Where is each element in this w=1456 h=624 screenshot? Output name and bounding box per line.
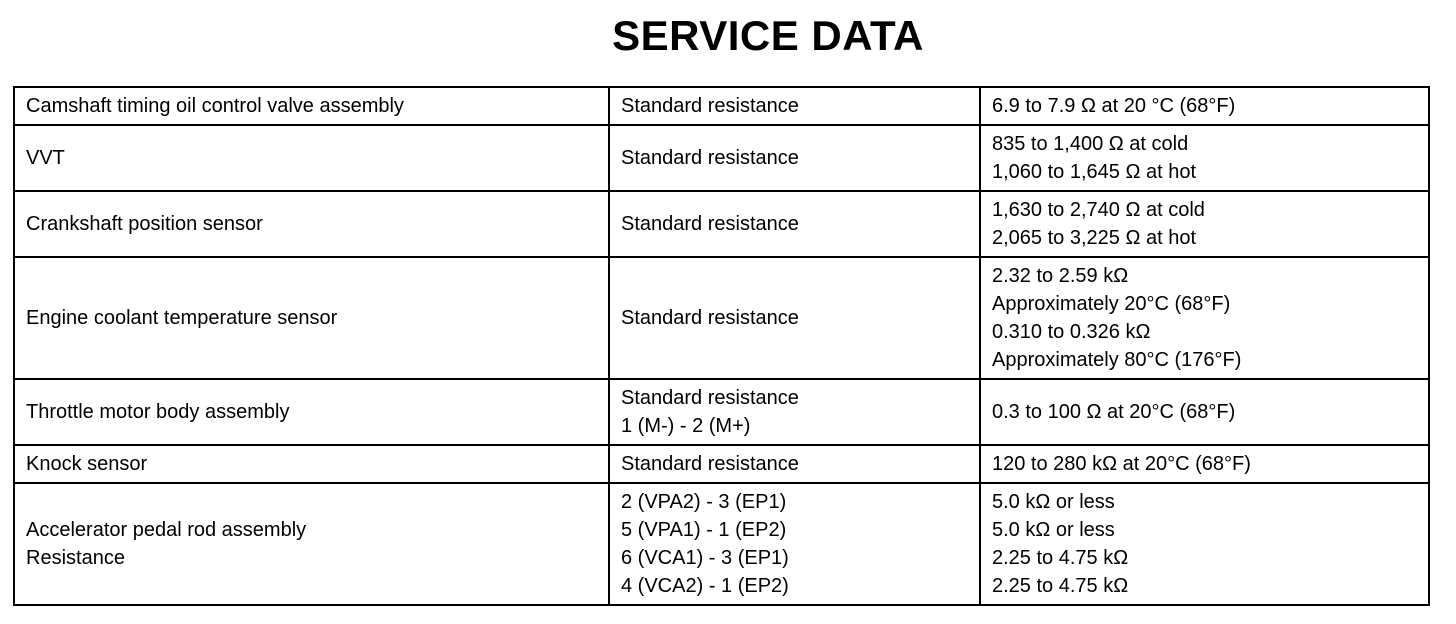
component-label: Resistance xyxy=(26,547,125,569)
condition-label: Standard resistance xyxy=(621,307,799,329)
value-cell xyxy=(980,445,1429,483)
component-label: Camshaft timing oil control valve assembly xyxy=(26,95,404,117)
condition-cell xyxy=(609,483,980,605)
table-row xyxy=(14,257,1429,379)
condition-label: Standard resistance xyxy=(621,95,799,117)
condition-cell xyxy=(609,125,980,191)
table-row xyxy=(14,87,1429,125)
value-text: 1,060 to 1,645 Ω at hot xyxy=(992,161,1196,183)
page-title: SERVICE DATA xyxy=(612,12,924,59)
value-text: 6.9 to 7.9 Ω at 20 °C (68°F) xyxy=(992,95,1236,117)
value-text: 2.32 to 2.59 kΩ xyxy=(992,265,1129,287)
component-cell xyxy=(14,257,609,379)
component-cell xyxy=(14,379,609,445)
value-cell xyxy=(980,257,1429,379)
condition-cell xyxy=(609,445,980,483)
value-cell xyxy=(980,87,1429,125)
component-cell xyxy=(14,125,609,191)
condition-label: 6 (VCA1) - 3 (EP1) xyxy=(621,547,789,569)
component-cell xyxy=(14,191,609,257)
value-cell xyxy=(980,379,1429,445)
condition-label: 2 (VPA2) - 3 (EP1) xyxy=(621,491,787,513)
value-text: 2,065 to 3,225 Ω at hot xyxy=(992,227,1196,249)
value-text: 2.25 to 4.75 kΩ xyxy=(992,547,1129,569)
value-text: 835 to 1,400 Ω at cold xyxy=(992,133,1189,155)
value-cell xyxy=(980,125,1429,191)
condition-label: Standard resistance xyxy=(621,147,799,169)
condition-cell xyxy=(609,87,980,125)
value-text: Approximately 80°C (176°F) xyxy=(992,349,1242,371)
component-label: Accelerator pedal rod assembly xyxy=(26,519,307,541)
component-label: Knock sensor xyxy=(26,453,148,475)
value-text: Approximately 20°C (68°F) xyxy=(992,293,1231,315)
value-cell xyxy=(980,483,1429,605)
table-row xyxy=(14,445,1429,483)
condition-label: Standard resistance xyxy=(621,387,799,409)
component-label: Engine coolant temperature sensor xyxy=(26,307,338,329)
condition-label: Standard resistance xyxy=(621,453,799,475)
value-text: 5.0 kΩ or less xyxy=(992,491,1115,513)
component-cell xyxy=(14,445,609,483)
condition-label: Standard resistance xyxy=(621,213,799,235)
condition-cell xyxy=(609,257,980,379)
condition-label: 5 (VPA1) - 1 (EP2) xyxy=(621,519,787,541)
table-row xyxy=(14,483,1429,605)
condition-label: 1 (M-) - 2 (M+) xyxy=(621,415,751,437)
condition-cell xyxy=(609,191,980,257)
condition-cell xyxy=(609,379,980,445)
component-label: Throttle motor body assembly xyxy=(26,401,290,423)
value-text: 1,630 to 2,740 Ω at cold xyxy=(992,199,1205,221)
service-data-table xyxy=(13,86,1430,606)
component-cell xyxy=(14,87,609,125)
component-cell xyxy=(14,483,609,605)
component-label: Crankshaft position sensor xyxy=(26,213,263,235)
table-row xyxy=(14,125,1429,191)
value-text: 0.310 to 0.326 kΩ xyxy=(992,321,1151,343)
value-text: 2.25 to 4.75 kΩ xyxy=(992,575,1129,597)
component-label: VVT xyxy=(26,147,65,169)
value-text: 120 to 280 kΩ at 20°C (68°F) xyxy=(992,453,1251,475)
value-text: 0.3 to 100 Ω at 20°C (68°F) xyxy=(992,401,1236,423)
value-cell xyxy=(980,191,1429,257)
table-row xyxy=(14,191,1429,257)
value-text: 5.0 kΩ or less xyxy=(992,519,1115,541)
table-row xyxy=(14,379,1429,445)
condition-label: 4 (VCA2) - 1 (EP2) xyxy=(621,575,789,597)
